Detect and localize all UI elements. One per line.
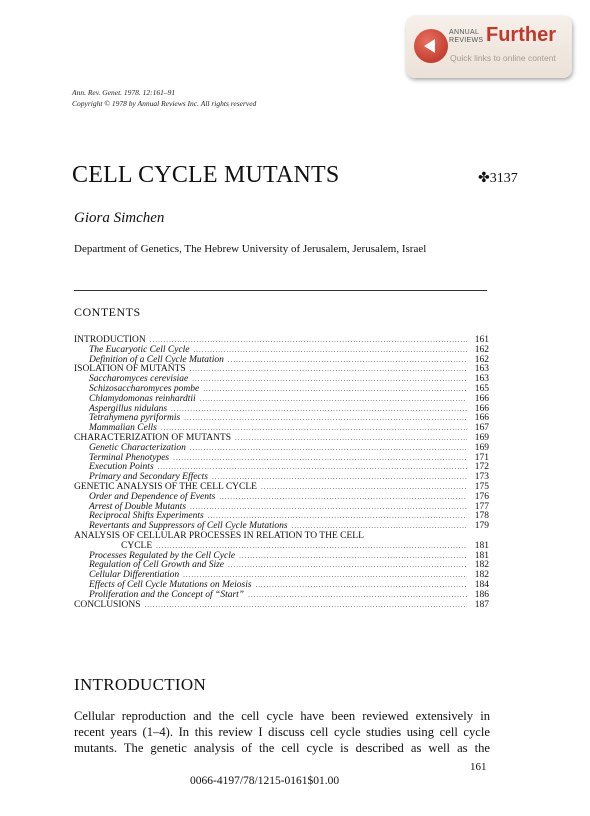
toc-entry-page: 165 [474,383,489,394]
article-title: CELL CYCLE MUTANTS [72,162,340,188]
toc-entry-label: GENETIC ANALYSIS OF THE CELL CYCLE [74,481,257,492]
body-line: Cellular reproduction and the cell cycle have been reviewed extensively in [74,709,490,723]
page-number: 161 [470,761,487,773]
toc-leader-dots [235,434,467,444]
toc-entry-page: 172 [474,462,489,473]
toc-entry-label: Proliferation and the Concept of “Start” [89,589,245,600]
citation-line-1: Ann. Rev. Genet. 1978. 12:161–91 [72,88,176,97]
toc-leader-dots [228,561,467,571]
toc-entry-page: 184 [474,579,489,590]
toc-leader-dots [200,395,467,405]
toc-leader-dots [256,581,467,591]
toc-entry-label: Mammalian Cells [89,423,157,434]
article-number: ✤3137 [478,171,518,186]
toc-leader-dots [190,365,467,375]
toc-entry-label: The Eucaryotic Cell Cycle [89,344,190,355]
toc-entry-label: ANALYSIS OF CELLULAR PROCESSES IN RELATION TO THE CELL [74,530,364,541]
toc-entry-page: 163 [474,374,489,385]
toc-entry-label: Tetrahymena pyriformis [89,413,181,424]
table-of-contents [74,336,489,610]
toc-entry-page: 175 [474,481,489,492]
citation-line-2: Copyright © 1978 by Annual Reviews Inc. All rights reserved [72,99,257,108]
toc-entry-page: 176 [474,491,489,502]
toc-entry-label: Chlamydomonas reinhardtii [89,393,196,404]
toc-entry-label: Genetic Characterization [89,442,186,453]
toc-leader-dots [192,375,467,385]
toc-entry-page: 166 [474,393,489,404]
author-affiliation: Department of Genetics, The Hebrew University of Jerusalem, Jerusalem, Israel [74,243,427,255]
toc-entry-label: Terminal Phenotypes [89,452,170,463]
toc-entry-page: 187 [474,599,489,610]
section-heading: INTRODUCTION [74,675,207,694]
toc-entry-label: INTRODUCTION [74,335,146,345]
further-label: Further [486,24,556,46]
toc-entry-label: Saccharomyces cerevisiae [89,374,189,385]
toc-leader-dots [173,454,467,464]
toc-leader-dots [184,414,467,424]
toc-entry-label: Reciprocal Shifts Experiments [89,511,204,522]
toc-entry-label: ISOLATION OF MUTANTS [74,364,186,375]
toc-leader-dots [203,385,467,395]
toc-entry-page: 162 [474,344,489,355]
toc-leader-dots [190,444,467,454]
toc-entry-label: Revertants and Suppressors of Cell Cycle Mutations [89,521,288,532]
toc-entry-page: 169 [474,442,489,453]
toc-entry-page: 161 [474,335,489,345]
annual-reviews-wordmark: ANNUAL REVIEWS [449,29,484,44]
toc-entry-page: 178 [474,511,489,522]
toc-entry-label: Regulation of Cell Growth and Size [89,560,225,571]
toc-entry-page: 173 [474,472,489,483]
toc-leader-dots [248,591,467,601]
footer-code: 0066-4197/78/1215-0161$01.00 [190,775,340,787]
toc-leader-dots [228,356,467,366]
toc-leader-dots [171,405,467,415]
toc-entry-page: 171 [474,452,489,463]
toc-entry-label: Primary and Secondary Effects [89,472,208,483]
quick-links-text: Quick links to online content [450,53,556,63]
toc-entry-page: 167 [474,423,489,434]
toc-entry-page: 182 [474,570,489,581]
toc-entry-page: 163 [474,364,489,375]
toc-leader-dots [261,483,467,493]
body-paragraph [74,708,490,756]
toc-entry-page: 182 [474,560,489,571]
contents-heading: CONTENTS [74,305,141,319]
body-line: mutants. The genetic analysis of the cell cycle is described as well as the [74,741,490,755]
toc-leader-dots [194,346,467,356]
toc-entry-page: 186 [474,589,489,600]
toc-entry-page: 177 [474,501,489,512]
toc-entry-page: 179 [474,521,489,532]
toc-entry-label: CYCLE [121,540,153,551]
toc-entry-label: Cellular Differentiation [89,570,180,581]
toc-entry-page: 181 [474,550,489,561]
toc-entry-label: Order and Dependence of Events [89,491,216,502]
toc-entry-label: CHARACTERIZATION OF MUTANTS [74,432,232,443]
author-name: Giora Simchen [74,210,165,226]
toc-entry[interactable] [74,601,489,611]
toc-entry-label: Definition of a Cell Cycle Mutation [89,354,224,365]
toc-entry-label: Schizosaccharomyces pombe [89,383,200,394]
toc-entry-page: 166 [474,413,489,424]
further-banner[interactable] [406,16,572,78]
toc-entry-label: Arrest of Double Mutants [89,501,187,512]
toc-entry-label: Execution Points [89,462,154,473]
toc-entry-page: 166 [474,403,489,414]
divider [74,290,487,291]
toc-leader-dots [219,493,467,503]
toc-leader-dots [190,503,467,513]
play-arrow-icon [414,29,448,63]
toc-entry-label: Processes Regulated by the Cell Cycle [89,550,236,561]
toc-leader-dots [239,552,467,562]
toc-entry-label: Effects of Cell Cycle Mutations on Meiosis [89,579,252,590]
toc-entry-label: Aspergillus nidulans [89,403,168,414]
toc-leader-dots [145,601,467,611]
body-line: recent years (1–4). In this review I discuss cell cycle studies using cell cycle [74,725,490,739]
toc-leader-dots [150,336,467,346]
toc-entry-label: CONCLUSIONS [74,599,141,610]
toc-entry-page: 169 [474,432,489,443]
toc-entry-page: 181 [474,540,489,551]
toc-entry-page: 162 [474,354,489,365]
